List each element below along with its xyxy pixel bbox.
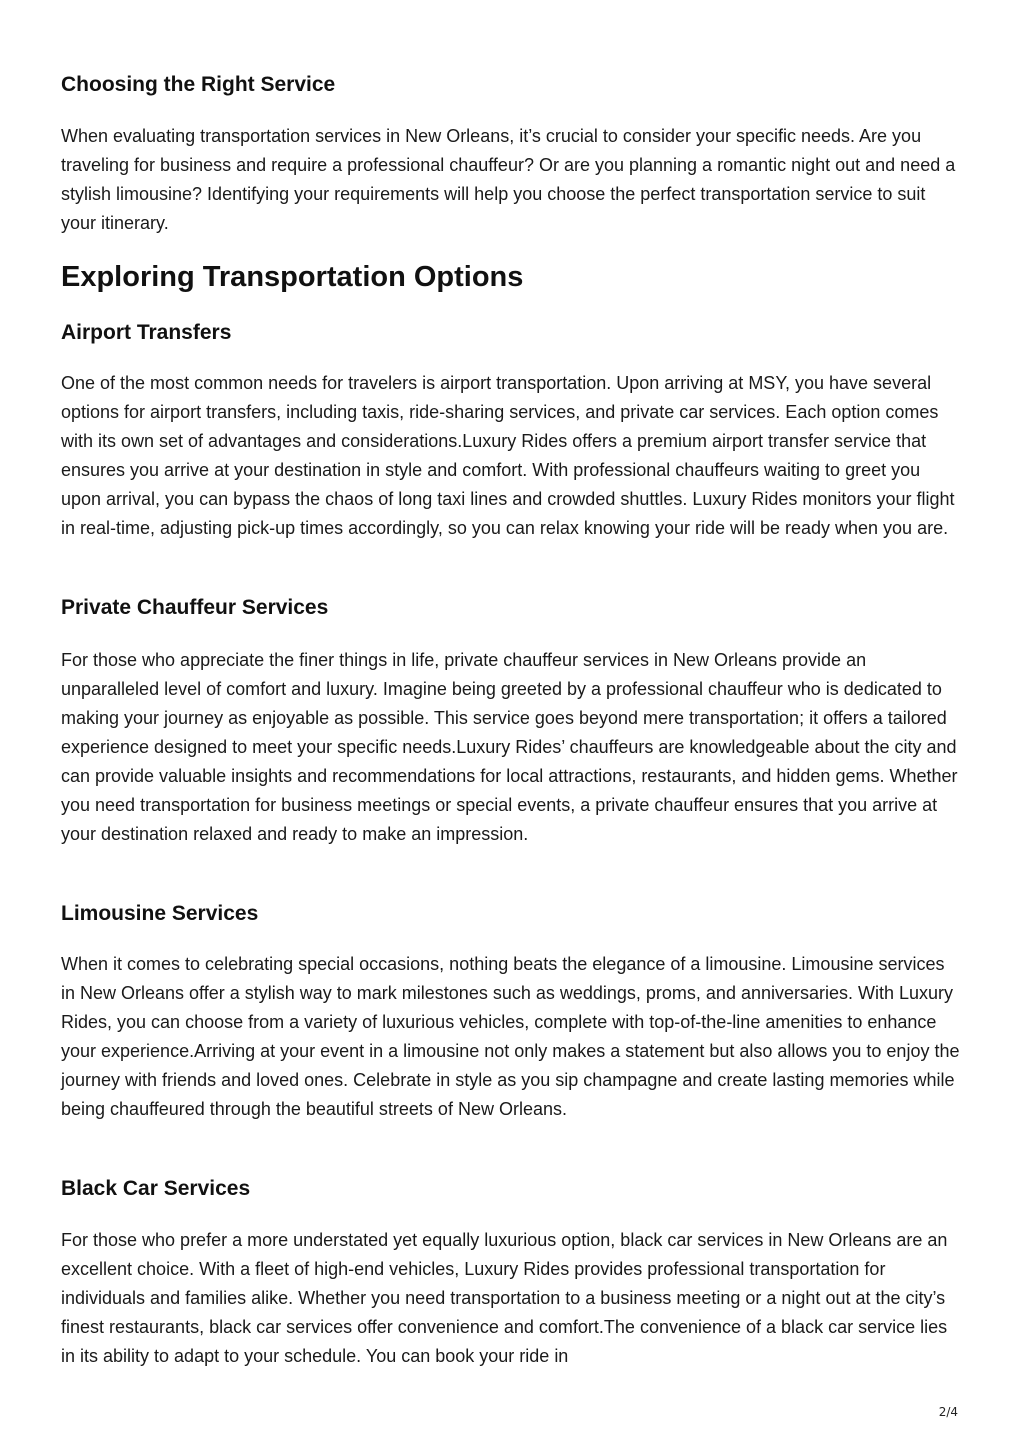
section-body-limo: When it comes to celebrating special occasions, nothing beats the elegance of a limousine. Limousine services in New Orleans offer a stylish way to mark milestones such as weddings, proms, and anniversaries. With Luxury Rides, you can choose from a variety of luxurious vehicles, complete with top-of-the-line amenities to enhance your experience.Arriving at your event in a limousine not only makes a statement but also allows you to enjoy the journey with friends and loved ones. Celebrate in style as you sip champagne and create lasting memories while being chauffeured through the beautiful streets of New Orleans.	[61, 954, 960, 1119]
section-heading-choosing: Choosing the Right Service	[61, 73, 336, 96]
section-body-private: For those who appreciate the finer things in life, private chauffeur services in New Orleans provide an unparalleled level of comfort and luxury. Imagine being greeted by a professional chauffeur who is dedicated to making your journey as enjoyable as possible. This service goes beyond mere transportation; it offers a tailored experience designed to meet your specific needs.Luxury Rides’ chauffeurs are knowledgeable about the city and can provide valuable insights and recommendations for local attractions, restaurants, and hidden gems. Whether you need transportation for business meetings or special events, a private chauffeur ensures that you arrive at your destination relaxed and ready to make an impression.	[61, 650, 958, 844]
section-body-black: For those who prefer a more understated yet equally luxurious option, black car services in New Orleans are an excellent choice. With a fleet of high-end vehicles, Luxury Rides provides professional transportation for individuals and families alike. Whether you need transportation to a business meeting or a night out at the city’s finest restaurants, black car services offer convenience and comfort.The convenience of a black car service lies in its ability to adapt to your schedule. You can book your ride in	[61, 1230, 948, 1366]
section-heading-black: Black Car Services	[61, 1177, 251, 1200]
section-heading-limo: Limousine Services	[61, 902, 259, 925]
section-heading-private: Private Chauffeur Services	[61, 596, 329, 619]
main-heading-exploring: Exploring Transportation Options	[61, 261, 524, 293]
section-body-choosing: When evaluating transportation services in New Orleans, it’s crucial to consider your specific needs. Are you traveling for business and require a professional chauffeur? Or are you planning a romantic night out and need a stylish limousine? Identifying your requirements will help you choose the perfect transportation service to suit your itinerary.	[61, 126, 956, 233]
section-heading-airport: Airport Transfers	[61, 321, 232, 344]
page-number: 2/4	[938, 1405, 958, 1419]
section-body-airport: One of the most common needs for travelers is airport transportation. Upon arriving at MSY, you have several options for airport transfers, including taxis, ride-sharing services, and private car services. Each option comes with its own set of advantages and considerations.Luxury Rides offers a premium airport transfer service that ensures you arrive at your destination in style and comfort. With professional chauffeurs waiting to greet you upon arrival, you can bypass the chaos of long taxi lines and crowded shuttles. Luxury Rides monitors your flight in real-time, adjusting pick-up times accordingly, so you can relax knowing your ride will be ready when you are.	[61, 373, 955, 538]
